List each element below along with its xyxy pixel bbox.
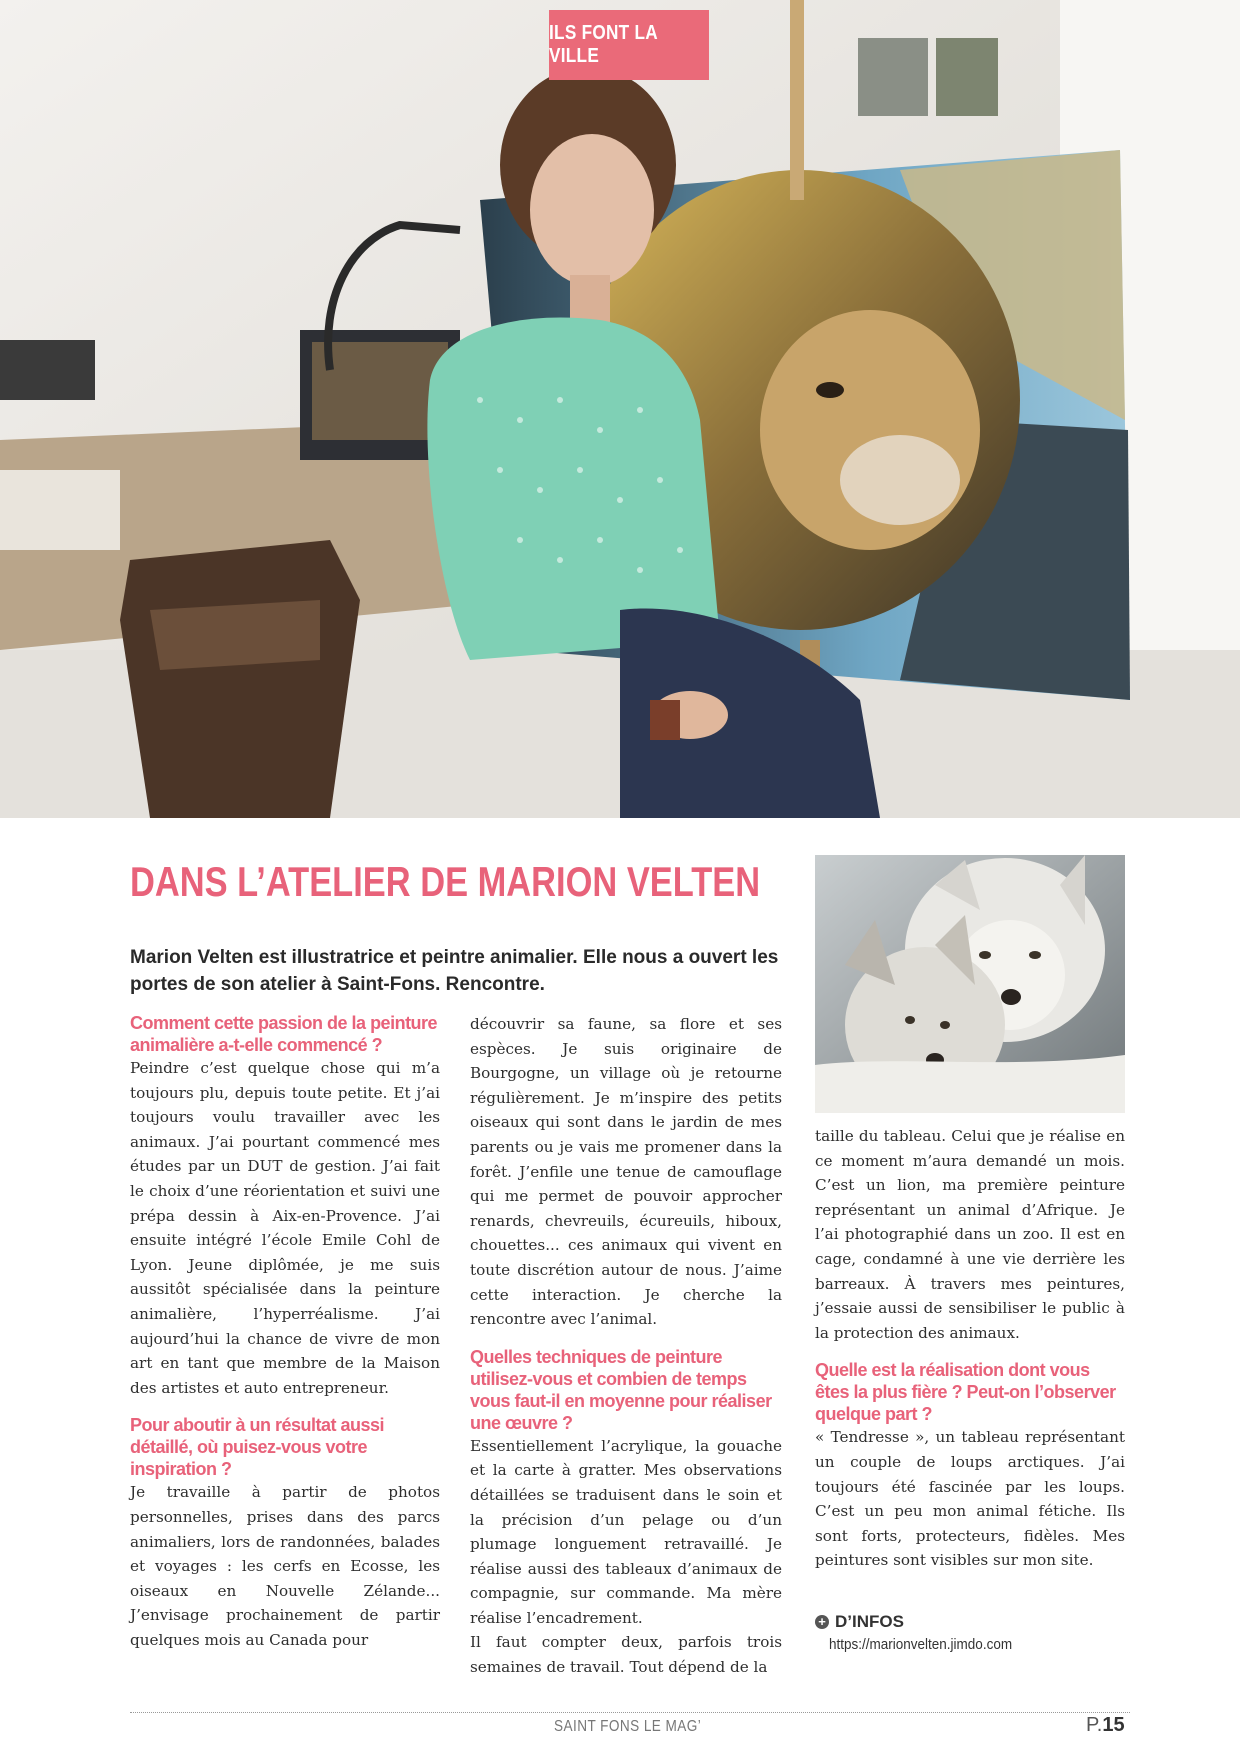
answer-3-part-1: Essentiellement l’acrylique, la gouache et la carte à gratter. Mes observations détaillées se traduisent dans le soin et la précision d’un pelage ou d’un plumage longuement retravaillé. Je réalise aussi des tableaux d’animaux de compagnie, sur commande. Ma mère réalise l’encadrement. xyxy=(470,1436,782,1627)
column-1 xyxy=(130,1012,440,1652)
section-rubric: ILS FONT LA VILLE xyxy=(549,10,709,80)
page-prefix: P. xyxy=(1086,1714,1103,1736)
question-4: Quelle est la réalisation dont vous êtes la plus fière ? Peut-on l’observer quelque part ? xyxy=(815,1360,1116,1425)
column-2 xyxy=(470,1012,782,1680)
website-link[interactable]: https://marionvelten.jimdo.com xyxy=(829,1636,1013,1653)
page-num: 15 xyxy=(1102,1714,1125,1736)
more-info-box xyxy=(815,1612,1115,1653)
answer-4: « Tendresse », un tableau représentant un couple de loups arctiques. J’ai toujours été fascinée par les loups. C’est un peu mon animal fétiche. Ils sont forts, protecteurs, fidèles. Mes peintures sont visibles sur mon site. xyxy=(815,1428,1125,1570)
answer-2-part-1: Je travaille à partir de photos personnelles, prises dans des parcs animaliers, lors de randonnées, balades et voyages : les cerfs en Ecosse, les oiseaux en Nouvelle Zélande... J’envisage prochainement de partir quelques mois au Canada pour xyxy=(130,1483,440,1649)
answer-1: Peindre c’est quelque chose qui m’a toujours plu, depuis toute petite. Et j’ai toujours voulu travailler avec les animaux. J’ai pourtant commencé mes études par un DUT de gestion. J’ai fait le choix d’une réorientation et suivi une prépa dessin à Aix-en-Provence. J’ai ensuite intégré l’école Emile Cohl de Lyon. Jeune diplômée, je me suis aussitôt spécialisée dans la peinture animalière, l’hyperréalisme. J’ai aujourd’hui la chance de vivre de mon art en tant que membre de la Maison des artistes et auto entrepreneur. xyxy=(130,1059,440,1397)
question-3: Quelles techniques de peinture utilisez-vous et combien de temps vous faut-il en moyenne pour réaliser une œuvre ? xyxy=(470,1346,772,1433)
question-2: Pour aboutir à un résultat aussi détaillé, où puisez-vous votre inspiration ? xyxy=(130,1415,385,1480)
wolves-painting xyxy=(815,855,1125,1113)
more-info-title: D’INFOS xyxy=(835,1612,904,1631)
column-3 xyxy=(815,1124,1125,1573)
magazine-name: SAINT FONS LE MAG’ xyxy=(554,1718,702,1735)
question-1: Comment cette passion de la peinture animalière a-t-elle commencé ? xyxy=(130,1013,438,1055)
footer-divider xyxy=(130,1712,1130,1713)
page-number xyxy=(1086,1714,1125,1737)
article-lead: Marion Velten est illustratrice et peintre animalier. Elle nous a ouvert les portes de son atelier à Saint-Fons. Rencontre. xyxy=(130,947,779,995)
answer-3-part-2: Il faut compter deux, parfois trois semaines de travail. Tout dépend de la xyxy=(470,1633,782,1677)
plus-circle-icon: + xyxy=(815,1615,829,1629)
article-headline: DANS L’ATELIER DE MARION VELTEN xyxy=(130,858,761,905)
hero-photo xyxy=(0,0,1240,818)
answer-2-part-2: découvrir sa faune, sa flore et ses espèces. Je suis originaire de Bourgogne, un village où je retourne régulièrement. Je m’inspire des petits oiseaux qui sont dans le jardin de mes parents ou je vais me promener dans la forêt. J’enfile une tenue de camouflage qui me permet de pouvoir approcher renards, chevreuils, écureuils, hiboux, chouettes... ces animaux qui vivent en toute discrétion autour de nous. J’aime cette interaction. Je cherche la rencontre avec l’animal. xyxy=(470,1015,782,1329)
answer-3-part-3: taille du tableau. Celui que je réalise en ce moment m’aura demandé un mois. C’est un lion, ma première peinture représentant un animal d’Afrique. Je l’ai photographié dans un zoo. Il est en cage, condamné à une vie derrière les barreaux. À travers mes peintures, j’essaie aussi de sensibiliser le public à la protection des animaux. xyxy=(815,1127,1125,1342)
